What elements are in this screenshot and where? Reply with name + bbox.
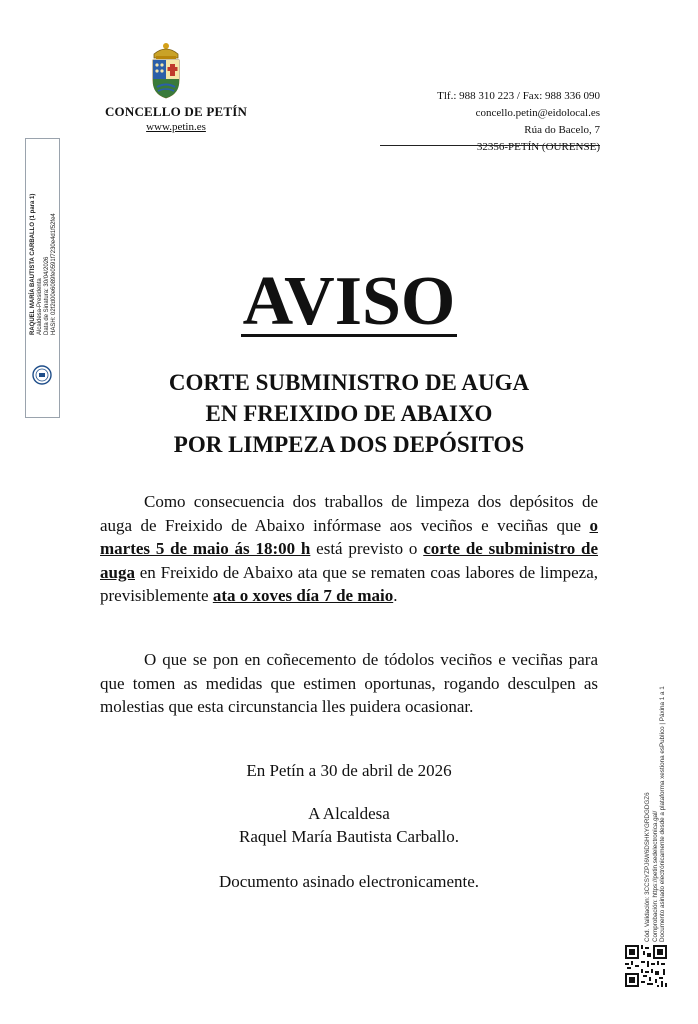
subtitle-line-1: CORTE SUBMINISTRO DE AUGA (168, 370, 530, 395)
email-address[interactable]: concello.petin@eidolocal.es (475, 107, 600, 119)
verification-url[interactable]: Comprobación: https://petin.sedelectronica.gal/ (651, 810, 659, 942)
paragraph-announcement: Como consecuencia dos traballos de limpeza dos depósitos de auga de Freixido de Abaixo infórmase aos veciños e veciñas que o martes 5 de maio ás 18:00 h está previsto o corte de subministro de auga en Freixido de Abaixo ata que se rematen coas labores de limpeza, previsiblemente ata o xoves día 7 de maio. (100, 492, 598, 605)
notice-title: AVISO (242, 263, 456, 340)
stamp-role: Alcaldesa-Presidenta (37, 278, 43, 335)
subtitle-line-2: EN FREIXIDO DE ABAIXO (205, 401, 493, 426)
highlight-start-date: o martes 5 de maio ás 18:00 h (100, 515, 598, 558)
header-divider (380, 145, 600, 146)
street-address: Rúa do Bacelo, 7 (524, 124, 600, 136)
organization-name: CONCELLO DE PETÍN (104, 104, 248, 119)
platform-note: Documento asinado electrónicamente desde a plataforma xestiona esPublico | Páxina 1 a 1 (659, 686, 666, 942)
phone-fax: Tlf.: 988 310 223 / Fax: 988 336 090 (437, 90, 600, 102)
electronic-signature-note: Documento asinado electronicamente. (218, 872, 480, 891)
stamp-date: Data de Sinatura: 30/04/2026 (44, 256, 50, 335)
date-line: En Petín a 30 de abril de 2026 (246, 761, 452, 780)
highlight-service-cut: corte de subministro de auga (100, 539, 598, 582)
postal-address: 32356-PETÍN (OURENSE) (476, 141, 600, 153)
coat-of-arms-logo (146, 42, 186, 100)
validation-code: Cód. Validación: 3CCSYZPJ6W6DSHKYGRDGDGZ6 (644, 792, 651, 942)
highlight-end-date: ata o xoves día 7 de maio (212, 586, 394, 605)
subtitle-line-3: POR LIMPEZA DOS DEPÓSITOS (173, 432, 525, 457)
website-link[interactable]: www.petin.es (146, 121, 206, 133)
qr-code-icon (625, 945, 667, 987)
signer-role: A Alcaldesa (308, 804, 390, 823)
stamp-signer: RAQUEL MARÍA BAUTISTA CARBALLO (1 para 1) (30, 193, 36, 335)
signer-name: Raquel María Bautista Carballo. (239, 827, 459, 846)
stamp-hash: HASH: 02f2d00e6089fe0591f7230e4d1f52fe4 (51, 213, 57, 335)
notice-subtitle (0, 367, 698, 460)
paragraph-apology: O que se pon en coñecemento de tódolos veciños e veciñas para que tomen as medidas que estimen oportunas, rogando desculpen as molestias que esta circunstancia lles puidera ocasionar. (100, 650, 598, 716)
verification-text (644, 642, 674, 942)
